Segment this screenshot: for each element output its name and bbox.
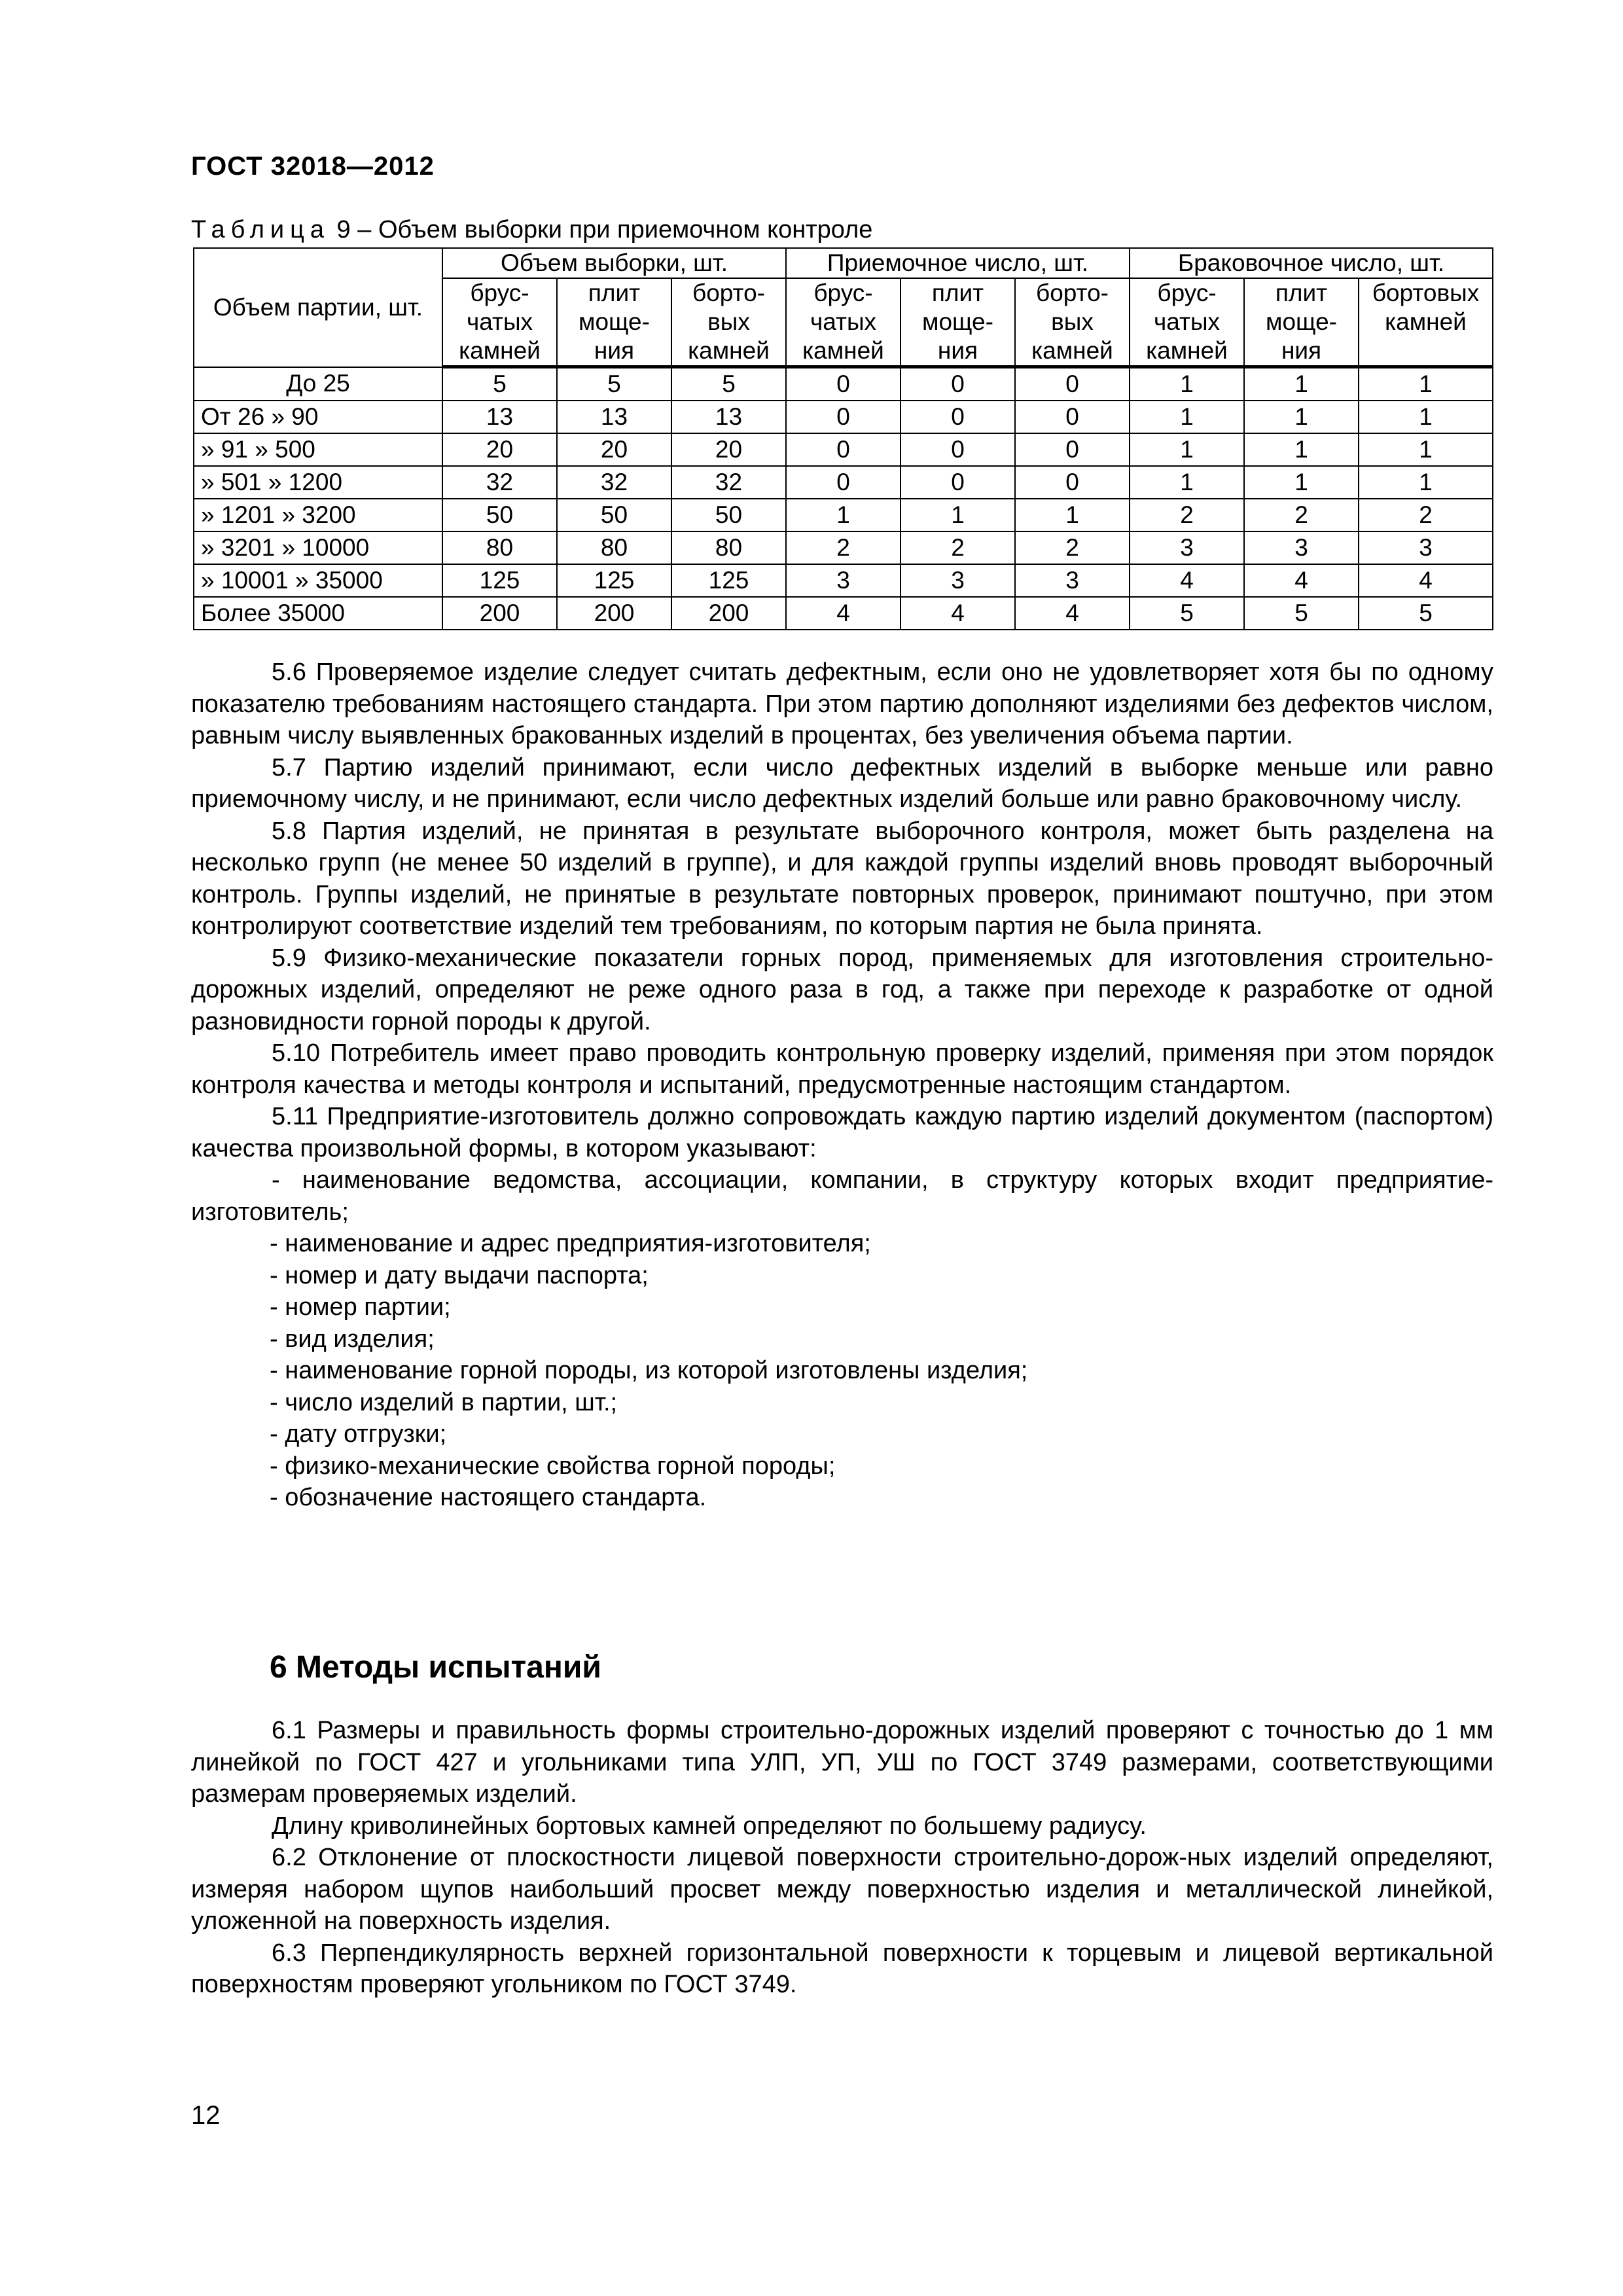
value-cell: 13 (442, 401, 557, 433)
value-cell: 5 (1244, 597, 1359, 630)
table-caption (191, 216, 872, 244)
value-cell: 0 (1015, 433, 1130, 466)
table-caption-word: Таблица (191, 216, 330, 243)
lot-size-cell: » 91 » 500 (194, 433, 442, 466)
value-cell: 1 (1244, 401, 1359, 433)
page-number: 12 (191, 2101, 221, 2130)
subheader-paving-slabs: плит моще- ния (557, 278, 671, 367)
lot-size-cell: » 1201 » 3200 (194, 499, 442, 531)
value-cell: 4 (1359, 564, 1493, 597)
value-cell: 4 (1015, 597, 1130, 630)
lot-size-cell: » 501 » 1200 (194, 466, 442, 499)
value-cell: 2 (1244, 499, 1359, 531)
paragraph-5-7: 5.7 Партию изделий принимают, если число дефектных изделий в выборке меньше или равно приемочному числу, и не принимают, если число дефектных изделий больше или равно браковочному числу. (191, 753, 1493, 813)
value-cell: 0 (901, 466, 1015, 499)
value-cell: 0 (1015, 367, 1130, 401)
value-cell: 5 (557, 367, 671, 401)
value-cell: 200 (671, 597, 786, 630)
value-cell: 125 (671, 564, 786, 597)
table-caption-text: 9 – Объем выборки при приемочном контроле (330, 216, 873, 243)
value-cell: 3 (1244, 531, 1359, 564)
value-cell: 32 (671, 466, 786, 499)
value-cell: 125 (442, 564, 557, 597)
header-lot-size: Объем партии, шт. (194, 248, 442, 367)
subheader-paving-stones: брус- чатых камней (786, 278, 901, 367)
header-acceptance-number: Приемочное число, шт. (786, 248, 1130, 278)
subheader-paving-slabs: плит моще- ния (901, 278, 1015, 367)
subheader-paving-stones: брус- чатых камней (1130, 278, 1244, 367)
value-cell: 2 (1359, 499, 1493, 531)
subheader-paving-stones: брус- чатых камней (442, 278, 557, 367)
value-cell: 1 (1359, 433, 1493, 466)
value-cell: 5 (671, 367, 786, 401)
table-row (194, 564, 1493, 597)
value-cell: 0 (1015, 466, 1130, 499)
paragraph-5-10: 5.10 Потребитель имеет право проводить контрольную проверку изделий, применяя при этом порядок контроля качества и методы контроля и испытаний, предусмотренные настоящим стандартом. (191, 1039, 1493, 1099)
section-5-text (191, 656, 1493, 1514)
value-cell: 1 (1244, 466, 1359, 499)
sample-size-table (193, 247, 1493, 630)
value-cell: 1 (786, 499, 901, 531)
value-cell: 3 (1015, 564, 1130, 597)
table-body (194, 367, 1493, 630)
lot-size-cell: До 25 (194, 367, 442, 401)
value-cell: 0 (786, 367, 901, 401)
subheader-paving-slabs: плит моще- ния (1244, 278, 1359, 367)
paragraph-6-3: 6.3 Перпендикулярность верхней горизонтальной поверхности к торцевым и лицевой вертикальной поверхностям проверяют угольником по ГОСТ 3749. (191, 1939, 1493, 1998)
paragraph-6-1-curved: Длину криволинейных бортовых камней определяют по большему радиусу. (272, 1812, 1147, 1840)
value-cell: 80 (557, 531, 671, 564)
value-cell: 50 (557, 499, 671, 531)
table-row (194, 433, 1493, 466)
value-cell: 5 (1130, 597, 1244, 630)
subheader-curb-stones: борто- вых камней (1015, 278, 1130, 367)
list-item: - обозначение настоящего стандарта. (270, 1484, 707, 1511)
value-cell: 2 (1130, 499, 1244, 531)
list-item: - наименование и адрес предприятия-изготовителя; (270, 1230, 871, 1257)
value-cell: 1 (1359, 401, 1493, 433)
table-row (194, 499, 1493, 531)
paragraph-5-8: 5.8 Партия изделий, не принятая в результате выборочного контроля, может быть разделена на несколько групп (не менее 50 изделий в группе), и для каждой группы изделий вновь проводят выборочный контроль. Группы изделий, не принятые в результате повторных проверок, принимают поштучно, при этом контролируют соответствие изделий тем требованиям, по которым партия не была принята. (191, 817, 1493, 940)
value-cell: 3 (1130, 531, 1244, 564)
value-cell: 13 (557, 401, 671, 433)
value-cell: 4 (1244, 564, 1359, 597)
lot-size-cell: » 10001 » 35000 (194, 564, 442, 597)
value-cell: 0 (901, 433, 1015, 466)
value-cell: 1 (1130, 466, 1244, 499)
value-cell: 2 (1015, 531, 1130, 564)
value-cell: 3 (786, 564, 901, 597)
value-cell: 1 (1130, 367, 1244, 401)
value-cell: 13 (671, 401, 786, 433)
lot-size-cell: » 3201 » 10000 (194, 531, 442, 564)
value-cell: 0 (901, 367, 1015, 401)
list-item: - номер партии; (270, 1293, 451, 1321)
document-header: ГОСТ 32018—2012 (191, 152, 435, 181)
paragraph-6-2: 6.2 Отклонение от плоскостности лицевой поверхности строительно-дорож-ных изделий определяют, измеряя набором щупов наибольший просвет между поверхностью изделия и металлической линейкой, уложенной на поверхность изделия. (191, 1844, 1493, 1935)
value-cell: 80 (671, 531, 786, 564)
value-cell: 50 (671, 499, 786, 531)
value-cell: 0 (786, 433, 901, 466)
paragraph-5-6: 5.6 Проверяемое изделие следует считать дефектным, если оно не удовлетворяет хотя бы по одному показателю требованиям настоящего стандарта. При этом партию дополняют изделиями без дефектов числом, равным числу выявленных бракованных изделий в процентах, без увеличения объема партии. (191, 658, 1493, 749)
value-cell: 200 (442, 597, 557, 630)
value-cell: 1 (1359, 466, 1493, 499)
list-item: - дату отгрузки; (270, 1420, 447, 1448)
value-cell: 20 (671, 433, 786, 466)
paragraph-6-1: 6.1 Размеры и правильность формы строительно-дорожных изделий проверяют с точностью до 1 мм линейкой по ГОСТ 427 и угольниками типа УЛП, УП, УШ по ГОСТ 3749 размерами, соответствующими размерам проверяемых изделий. (191, 1717, 1493, 1808)
paragraph-5-9: 5.9 Физико-механические показатели горных пород, применяемых для изготовления строительно-дорожных изделий, определяют не реже одного раза в год, а также при переходе к разработке от одной разновидности горной породы к другой. (191, 944, 1493, 1035)
table-row (194, 401, 1493, 433)
value-cell: 20 (442, 433, 557, 466)
subheader-curb-stones-full: бортовых камней (1359, 278, 1493, 367)
value-cell: 4 (1130, 564, 1244, 597)
value-cell: 125 (557, 564, 671, 597)
value-cell: 5 (442, 367, 557, 401)
value-cell: 3 (901, 564, 1015, 597)
value-cell: 80 (442, 531, 557, 564)
table-row (194, 531, 1493, 564)
value-cell: 1 (1359, 367, 1493, 401)
lot-size-cell: От 26 » 90 (194, 401, 442, 433)
list-item: - физико-механические свойства горной породы; (270, 1452, 836, 1480)
list-item: - наименование горной породы, из которой изготовлены изделия; (270, 1357, 1028, 1384)
section-6-text (191, 1715, 1493, 2001)
value-cell: 1 (1015, 499, 1130, 531)
value-cell: 1 (1244, 433, 1359, 466)
list-item: - число изделий в партии, шт.; (270, 1388, 618, 1416)
header-sample-size: Объем выборки, шт. (442, 248, 786, 278)
value-cell: 0 (786, 466, 901, 499)
paragraph-5-11: 5.11 Предприятие-изготовитель должно сопровождать каждую партию изделий документом (паспортом) качества произвольной формы, в котором указывают: (191, 1103, 1493, 1162)
value-cell: 1 (1130, 401, 1244, 433)
subheader-curb-stones: борто- вых камней (671, 278, 786, 367)
value-cell: 1 (1244, 367, 1359, 401)
value-cell: 2 (901, 531, 1015, 564)
value-cell: 0 (1015, 401, 1130, 433)
value-cell: 3 (1359, 531, 1493, 564)
value-cell: 50 (442, 499, 557, 531)
value-cell: 4 (786, 597, 901, 630)
value-cell: 1 (901, 499, 1015, 531)
value-cell: 1 (1130, 433, 1244, 466)
table-row (194, 367, 1493, 401)
header-rejection-number: Браковочное число, шт. (1130, 248, 1493, 278)
table-row (194, 466, 1493, 499)
value-cell: 20 (557, 433, 671, 466)
list-item: - номер и дату выдачи паспорта; (270, 1261, 649, 1289)
value-cell: 0 (786, 401, 901, 433)
value-cell: 32 (557, 466, 671, 499)
value-cell: 0 (901, 401, 1015, 433)
lot-size-cell: Более 35000 (194, 597, 442, 630)
value-cell: 2 (786, 531, 901, 564)
list-item: - вид изделия; (270, 1325, 435, 1353)
list-item: - наименование ведомства, ассоциации, компании, в структуру которых входит предприятие-изготовитель; (191, 1166, 1493, 1226)
table-row (194, 597, 1493, 630)
section-6-heading: 6 Методы испытаний (270, 1650, 601, 1685)
value-cell: 200 (557, 597, 671, 630)
value-cell: 5 (1359, 597, 1493, 630)
value-cell: 32 (442, 466, 557, 499)
value-cell: 4 (901, 597, 1015, 630)
